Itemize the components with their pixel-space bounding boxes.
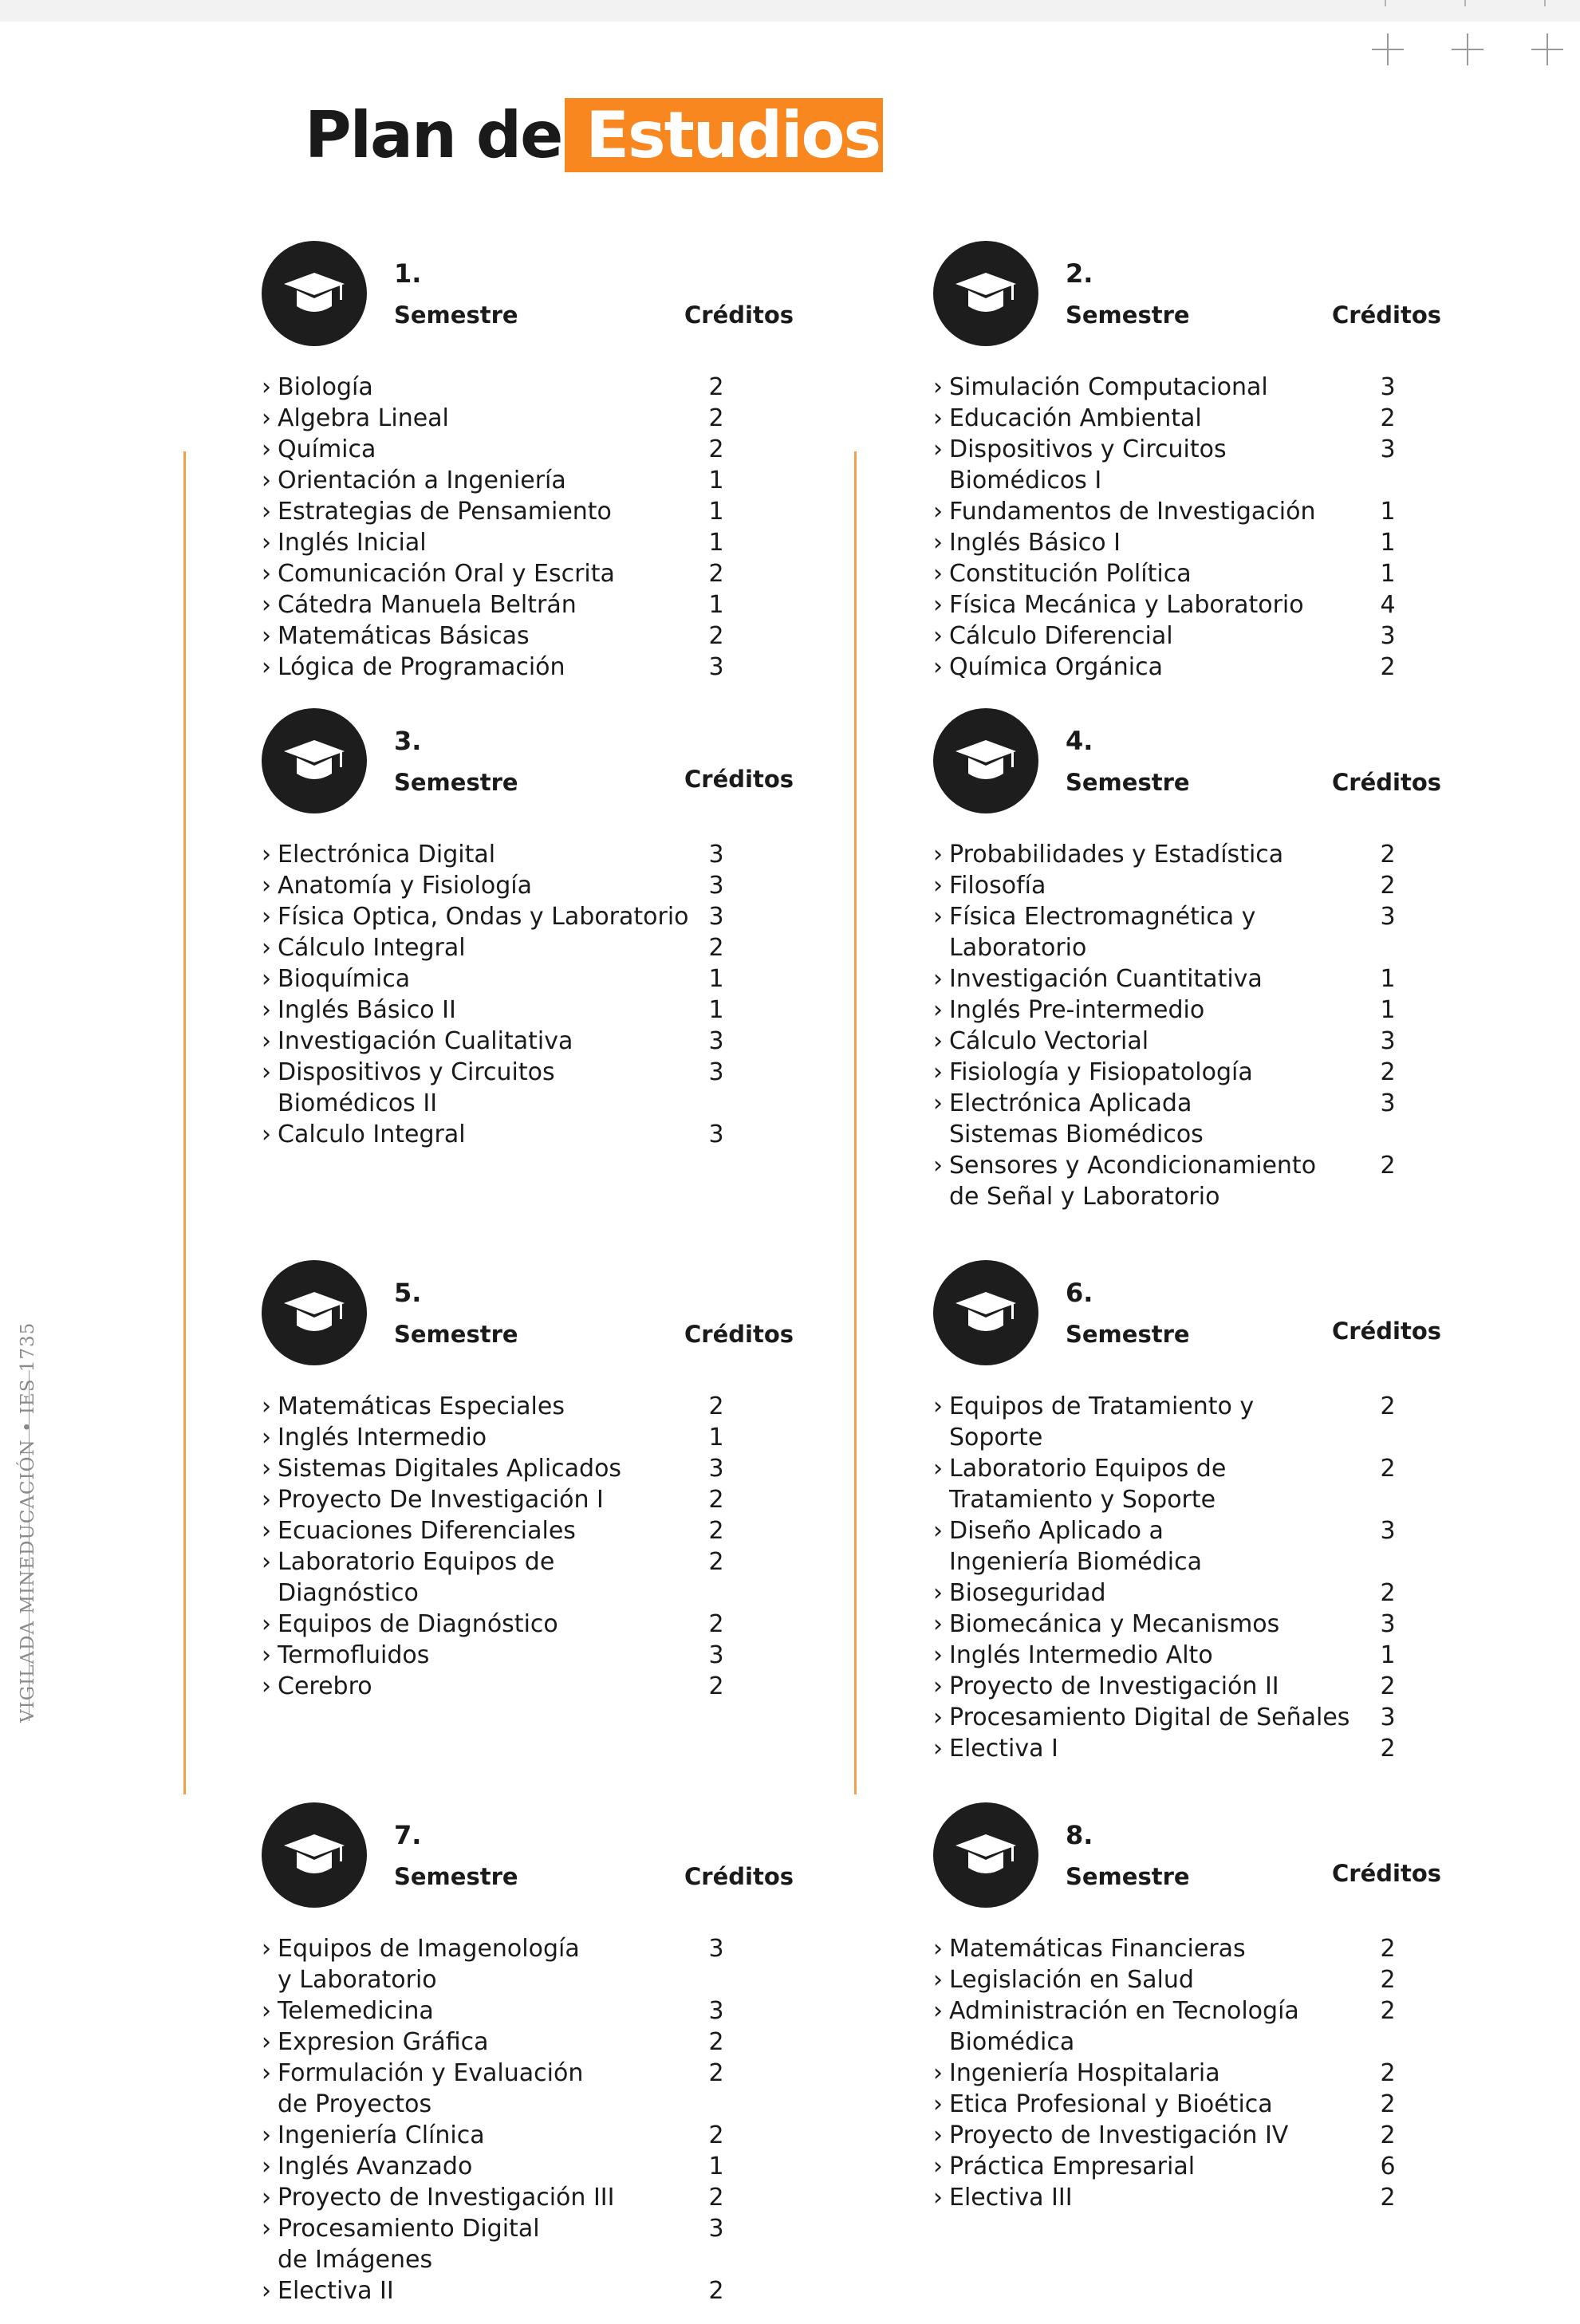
course-credits: 3 — [708, 841, 724, 869]
course-row — [933, 403, 1507, 434]
semester-number: 8. — [1066, 1820, 1093, 1850]
course-credits: 2 — [1380, 1735, 1396, 1763]
course-name: › Telemedicina — [262, 1995, 692, 2027]
course-credits: 3 — [708, 872, 724, 900]
course-credits: 2 — [708, 2059, 724, 2087]
course-name: › Laboratorio Equipos de Tratamiento y Soporte — [933, 1453, 1252, 1515]
course-credits: 2 — [708, 622, 724, 650]
course-row — [262, 434, 836, 465]
course-row — [262, 1515, 836, 1546]
course-name: › Procesamiento Digital de Señales — [933, 1702, 1364, 1733]
course-name: › Química Orgánica — [933, 652, 1364, 683]
semester-label: Semestre — [1066, 1321, 1190, 1348]
semester-number: 7. — [394, 1820, 422, 1850]
course-credits: 2 — [708, 404, 724, 432]
course-credits: 6 — [1380, 2153, 1396, 2180]
credits-header: Créditos — [1332, 1860, 1441, 1887]
course-row — [262, 403, 836, 434]
course-credits: 3 — [1380, 1027, 1396, 1055]
course-name: › Simulación Computacional — [933, 372, 1364, 403]
course-credits: 2 — [1380, 1997, 1396, 2025]
course-credits: 3 — [1380, 903, 1396, 931]
course-name: › Proyecto de Investigación III — [262, 2182, 692, 2213]
course-credits: 2 — [1380, 1455, 1396, 1483]
course-credits: 2 — [708, 1548, 724, 1576]
course-row — [262, 1057, 836, 1119]
semester-number: 3. — [394, 726, 422, 756]
semester-label: Semestre — [394, 301, 518, 329]
semester-label: Semestre — [394, 769, 518, 796]
course-row — [933, 870, 1507, 901]
registration-mark-icon — [1372, 33, 1404, 65]
course-name: › Filosofía — [933, 870, 1364, 901]
course-row — [262, 932, 836, 963]
course-name: › Ingeniería Hospitalaria — [933, 2058, 1364, 2089]
course-name: › Sistemas Digitales Aplicados — [262, 1453, 692, 1484]
course-row — [262, 2058, 836, 2120]
course-credits: 2 — [708, 1392, 724, 1420]
course-credits: 3 — [708, 1997, 724, 2025]
course-row — [933, 2120, 1507, 2151]
course-row — [933, 2089, 1507, 2120]
course-row — [933, 2182, 1507, 2213]
graduation-cap-icon — [933, 708, 1038, 813]
course-name: › Dispositivos y Circuitos Biomédicos I — [933, 434, 1332, 496]
semester-number: 1. — [394, 258, 422, 289]
course-name: › Inglés Intermedio — [262, 1422, 692, 1453]
course-name: › Matemáticas Básicas — [262, 620, 692, 652]
course-credits: 2 — [708, 373, 724, 401]
semester-label: Semestre — [1066, 1863, 1190, 1890]
semester-number: 2. — [1066, 258, 1093, 289]
registration-mark-icon — [1531, 33, 1563, 65]
course-row — [262, 527, 836, 558]
course-name: › Inglés Básico II — [262, 995, 692, 1026]
semester-label: Semestre — [394, 1321, 518, 1348]
course-row — [933, 1640, 1507, 1671]
course-row — [262, 1026, 836, 1057]
course-list — [933, 372, 1507, 683]
course-credits: 3 — [1380, 1517, 1396, 1545]
course-row — [933, 1150, 1507, 1212]
semester-number: 5. — [394, 1278, 422, 1308]
course-credits: 2 — [708, 560, 724, 588]
course-credits: 1 — [708, 2153, 724, 2180]
crop-mark — [1464, 0, 1466, 6]
course-row — [262, 465, 836, 496]
course-credits: 2 — [1380, 2059, 1396, 2087]
course-credits: 2 — [1380, 872, 1396, 900]
course-credits: 2 — [708, 2277, 724, 2305]
course-name: › Matemáticas Financieras — [933, 1933, 1364, 1964]
graduation-cap-icon — [262, 708, 367, 813]
course-credits: 2 — [1380, 1058, 1396, 1086]
credits-header: Créditos — [1332, 301, 1441, 329]
course-credits: 2 — [708, 1517, 724, 1545]
course-row — [262, 1453, 836, 1484]
course-credits: 1 — [708, 498, 724, 526]
course-credits: 2 — [1380, 1935, 1396, 1963]
course-credits: 2 — [708, 2121, 724, 2149]
side-accreditation-text: VIGILADA MINEDUCACIÓN • IES 1735 — [18, 1322, 38, 1723]
course-name: › Calculo Integral — [262, 1119, 692, 1150]
course-name: › Proyecto de Investigación IV — [933, 2120, 1364, 2151]
course-row — [933, 652, 1507, 683]
course-row — [262, 1422, 836, 1453]
course-credits: 1 — [1380, 996, 1396, 1024]
course-credits: 2 — [708, 1610, 724, 1638]
semester-label: Semestre — [394, 1863, 518, 1890]
course-credits: 3 — [1380, 373, 1396, 401]
course-row — [262, 1119, 836, 1150]
course-name: › Orientación a Ingeniería — [262, 465, 692, 496]
credits-header: Créditos — [684, 1863, 794, 1890]
course-credits: 3 — [708, 1121, 724, 1148]
course-name: › Matemáticas Especiales — [262, 1391, 692, 1422]
title-highlight: Estudios — [565, 98, 883, 172]
course-row — [933, 1933, 1507, 1964]
course-name: › Cálculo Diferencial — [933, 620, 1364, 652]
credits-header: Créditos — [684, 766, 794, 793]
course-name: › Cátedra Manuela Beltrán — [262, 589, 692, 620]
course-list — [262, 839, 836, 1150]
course-name: › Fisiología y Fisiopatología — [933, 1057, 1364, 1088]
course-row — [262, 1546, 836, 1609]
course-credits: 3 — [708, 1935, 724, 1963]
course-credits: 1 — [1380, 560, 1396, 588]
course-list — [933, 1933, 1507, 2213]
course-row — [933, 620, 1507, 652]
course-name: › Equipos de Tratamiento y Soporte — [933, 1391, 1268, 1453]
credits-header: Créditos — [684, 1321, 794, 1348]
course-name: › Constitución Política — [933, 558, 1364, 589]
course-row — [262, 1640, 836, 1671]
course-row — [933, 2058, 1507, 2089]
course-name: › Termofluidos — [262, 1640, 692, 1671]
course-name: › Administración en Tecnología Biomédica — [933, 1995, 1308, 2058]
course-row — [933, 1702, 1507, 1733]
course-credits: 2 — [1380, 841, 1396, 869]
course-name: › Estrategias de Pensamiento — [262, 496, 692, 527]
course-name: › Inglés Básico I — [933, 527, 1364, 558]
course-row — [933, 2151, 1507, 2182]
course-row — [933, 1057, 1507, 1088]
course-name: › Inglés Avanzado — [262, 2151, 692, 2182]
course-name: › Formulación y Evaluación de Proyectos — [262, 2058, 597, 2120]
course-name: › Comunicación Oral y Escrita — [262, 558, 692, 589]
course-credits: 2 — [708, 2028, 724, 2056]
course-name: › Ecuaciones Diferenciales — [262, 1515, 692, 1546]
course-credits: 1 — [1380, 498, 1396, 526]
title-text: Plan de — [305, 98, 562, 172]
course-credits: 2 — [1380, 1672, 1396, 1700]
course-row — [933, 527, 1507, 558]
course-credits: 2 — [1380, 653, 1396, 681]
course-credits: 3 — [1380, 622, 1396, 650]
course-row — [262, 2182, 836, 2213]
course-row — [933, 901, 1507, 963]
course-name: › Procesamiento Digital de Imágenes — [262, 2213, 565, 2275]
course-credits: 2 — [1380, 1966, 1396, 1994]
course-name: › Legislación en Salud — [933, 1964, 1364, 1995]
graduation-cap-icon — [262, 1802, 367, 1908]
course-name: › Cerebro — [262, 1671, 692, 1702]
course-row — [262, 372, 836, 403]
course-credits: 1 — [708, 996, 724, 1024]
course-list — [262, 1933, 836, 2306]
course-name: › Electiva II — [262, 2275, 692, 2306]
course-row — [262, 1995, 836, 2027]
course-credits: 1 — [708, 1424, 724, 1452]
top-strip — [0, 0, 1580, 22]
course-row — [262, 2213, 836, 2275]
course-name: › Algebra Lineal — [262, 403, 692, 434]
course-credits: 3 — [708, 1027, 724, 1055]
course-row — [262, 558, 836, 589]
course-name: › Inglés Inicial — [262, 527, 692, 558]
graduation-cap-icon — [262, 241, 367, 346]
left-accent-line — [183, 451, 186, 1794]
course-row — [933, 372, 1507, 403]
course-list — [933, 1391, 1507, 1764]
course-row — [262, 839, 836, 870]
course-credits: 1 — [708, 591, 724, 619]
course-row — [933, 589, 1507, 620]
course-row — [262, 1671, 836, 1702]
course-credits: 3 — [1380, 435, 1396, 463]
course-name: › Probabilidades y Estadística — [933, 839, 1364, 870]
course-credits: 1 — [708, 467, 724, 494]
course-row — [262, 2151, 836, 2182]
course-name: › Biología — [262, 372, 692, 403]
course-name: › Laboratorio Equipos de Diagnóstico — [262, 1546, 581, 1609]
crop-mark — [1544, 0, 1546, 6]
course-row — [933, 839, 1507, 870]
course-name: › Electrónica Aplicada Sistemas Biomédicos — [933, 1088, 1308, 1150]
course-row — [262, 589, 836, 620]
graduation-cap-icon — [933, 241, 1038, 346]
course-name: › Fundamentos de Investigación — [933, 496, 1364, 527]
course-row — [933, 963, 1507, 995]
credits-header: Créditos — [1332, 769, 1441, 796]
semester-number: 4. — [1066, 726, 1093, 756]
course-credits: 1 — [708, 529, 724, 557]
course-name: › Física Mecánica y Laboratorio — [933, 589, 1364, 620]
course-row — [262, 1484, 836, 1515]
course-name: › Investigación Cualitativa — [262, 1026, 692, 1057]
course-name: › Dispositivos y Circuitos Biomédicos II — [262, 1057, 565, 1119]
course-credits: 2 — [708, 934, 724, 962]
course-credits: 2 — [1380, 1152, 1396, 1180]
course-name: › Educación Ambiental — [933, 403, 1364, 434]
course-row — [262, 2120, 836, 2151]
course-row — [262, 995, 836, 1026]
course-name: › Química — [262, 434, 692, 465]
course-credits: 3 — [708, 903, 724, 931]
course-name: › Etica Profesional y Bioética — [933, 2089, 1364, 2120]
course-row — [262, 496, 836, 527]
course-name: › Electrónica Digital — [262, 839, 692, 870]
course-credits: 3 — [708, 653, 724, 681]
course-row — [933, 1733, 1507, 1764]
graduation-cap-icon — [262, 1260, 367, 1365]
course-name: › Diseño Aplicado a Ingeniería Biomédica — [933, 1515, 1284, 1578]
course-name: › Biomecánica y Mecanismos — [933, 1609, 1364, 1640]
course-row — [933, 1453, 1507, 1515]
course-credits: 2 — [708, 2184, 724, 2212]
course-list — [262, 372, 836, 683]
course-credits: 2 — [1380, 1579, 1396, 1607]
course-credits: 2 — [1380, 404, 1396, 432]
course-row — [933, 558, 1507, 589]
course-credits: 3 — [708, 1058, 724, 1086]
course-credits: 1 — [1380, 1641, 1396, 1669]
course-credits: 2 — [1380, 2121, 1396, 2149]
course-credits: 2 — [708, 1672, 724, 1700]
course-name: › Práctica Empresarial — [933, 2151, 1364, 2182]
course-name: › Inglés Intermedio Alto — [933, 1640, 1364, 1671]
course-row — [933, 1026, 1507, 1057]
course-credits: 4 — [1380, 591, 1396, 619]
course-name: › Electiva III — [933, 2182, 1364, 2213]
course-row — [933, 1578, 1507, 1609]
crop-mark — [1385, 0, 1386, 6]
course-credits: 1 — [708, 965, 724, 993]
course-name: › Inglés Pre-intermedio — [933, 995, 1364, 1026]
course-credits: 2 — [1380, 1392, 1396, 1420]
course-row — [933, 1964, 1507, 1995]
course-row — [933, 496, 1507, 527]
course-name: › Proyecto De Investigación I — [262, 1484, 692, 1515]
course-credits: 2 — [708, 1486, 724, 1514]
course-credits: 3 — [708, 1455, 724, 1483]
course-credits: 3 — [1380, 1610, 1396, 1638]
credits-header: Créditos — [1332, 1318, 1441, 1345]
graduation-cap-icon — [933, 1260, 1038, 1365]
course-list — [933, 839, 1507, 1212]
semester-number: 6. — [1066, 1278, 1093, 1308]
course-row — [933, 995, 1507, 1026]
course-row — [933, 1995, 1507, 2058]
course-row — [262, 963, 836, 995]
course-credits: 2 — [1380, 2184, 1396, 2212]
course-name: › Lógica de Programación — [262, 652, 692, 683]
course-credits: 1 — [1380, 529, 1396, 557]
course-name: › Física Optica, Ondas y Laboratorio — [262, 901, 692, 932]
course-name: › Proyecto de Investigación II — [933, 1671, 1364, 1702]
course-name: › Investigación Cuantitativa — [933, 963, 1364, 995]
course-name: › Sensores y Acondicionamiento de Señal y Laboratorio — [933, 1150, 1324, 1212]
course-row — [262, 2027, 836, 2058]
course-name: › Electiva I — [933, 1733, 1364, 1764]
course-credits: 3 — [708, 2215, 724, 2243]
course-row — [262, 1609, 836, 1640]
course-credits: 2 — [708, 435, 724, 463]
page-title — [305, 94, 883, 177]
course-credits: 3 — [708, 1641, 724, 1669]
course-row — [933, 1609, 1507, 1640]
course-credits: 1 — [1380, 965, 1396, 993]
course-row — [933, 1088, 1507, 1150]
course-list — [262, 1391, 836, 1702]
course-name: › Anatomía y Fisiología — [262, 870, 692, 901]
semester-label: Semestre — [1066, 301, 1190, 329]
course-row — [262, 620, 836, 652]
course-row — [262, 901, 836, 932]
credits-header: Créditos — [684, 301, 794, 329]
course-name: › Bioseguridad — [933, 1578, 1364, 1609]
course-credits: 3 — [1380, 1704, 1396, 1731]
semester-label: Semestre — [1066, 769, 1190, 796]
course-name: › Equipos de Diagnóstico — [262, 1609, 692, 1640]
course-row — [262, 870, 836, 901]
center-accent-line — [854, 451, 857, 1794]
course-name: › Ingeniería Clínica — [262, 2120, 692, 2151]
course-name: › Física Electromagnética y Laboratorio — [933, 901, 1268, 963]
course-row — [933, 1671, 1507, 1702]
course-row — [262, 1933, 836, 1995]
course-name: › Equipos de Imagenología y Laboratorio — [262, 1933, 597, 1995]
course-row — [933, 434, 1507, 496]
course-row — [933, 1391, 1507, 1453]
course-row — [262, 1391, 836, 1422]
registration-mark-icon — [1452, 33, 1483, 65]
course-name: › Expresion Gráfica — [262, 2027, 692, 2058]
course-credits: 2 — [1380, 2090, 1396, 2118]
graduation-cap-icon — [933, 1802, 1038, 1908]
course-credits: 3 — [1380, 1089, 1396, 1117]
course-row — [262, 2275, 836, 2306]
course-name: › Cálculo Vectorial — [933, 1026, 1364, 1057]
course-row — [933, 1515, 1507, 1578]
course-name: › Bioquímica — [262, 963, 692, 995]
course-name: › Cálculo Integral — [262, 932, 692, 963]
course-row — [262, 652, 836, 683]
